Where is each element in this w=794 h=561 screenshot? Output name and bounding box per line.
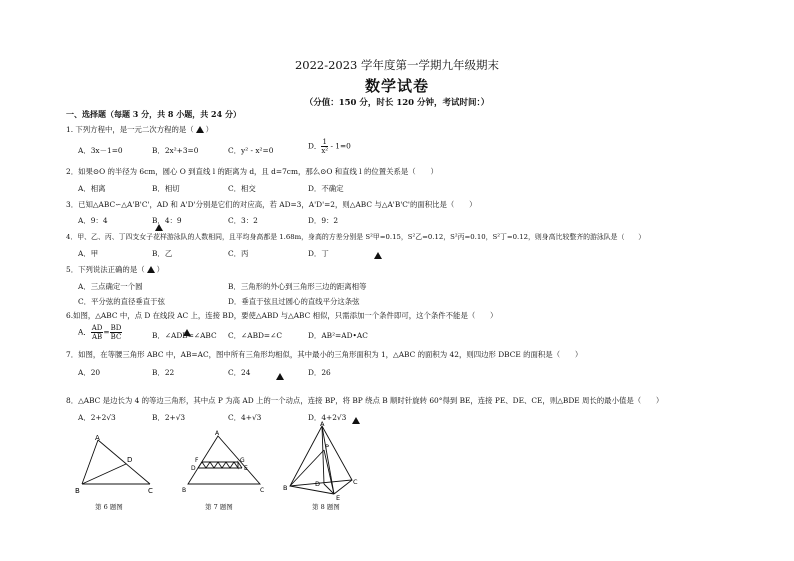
fig6-label-a: A xyxy=(95,434,100,442)
fig7-label-g: G xyxy=(240,457,245,464)
triangle-mark-icon xyxy=(147,266,155,273)
figure-6-diagram xyxy=(70,432,162,498)
question-5 xyxy=(66,265,164,275)
q1-option-a: A．3x－1=0 xyxy=(78,146,123,155)
fig6-edge-ac xyxy=(98,440,150,484)
q5-option-c: C．平分弦的直径垂直于弦 xyxy=(78,297,165,306)
q6-option-a: A． $\frac{AD}{AB}$ = $\frac{BD}{BC}$ xyxy=(78,324,122,341)
q5-option-a: A．三点确定一个圆 xyxy=(78,282,143,291)
fig7-label-a: A xyxy=(215,430,220,437)
q3-option-a: A．9：4 xyxy=(78,216,108,225)
fig8-edge-ce xyxy=(334,480,352,494)
fig7-outer-triangle xyxy=(188,436,260,484)
question-6-stem: 6.如图，△ABC 中，点 D 在线段 AC 上，连接 BD，要使△ABD 与△ABC 相似，只需添加一个条件即可，这个条件不能是（ ） xyxy=(66,311,498,320)
question-3-stem: 3．已知△ABC∽△A'B'C'，AD 和 A'D'分别是它们的对应高，若 AD=3，A'D'=2，则△ABC 与△A'B'C'的面积比是（ ） xyxy=(66,200,477,209)
question-1 xyxy=(66,125,213,135)
fig8-label-d: D xyxy=(315,480,321,488)
q8-option-c: C．4+√3 xyxy=(228,413,262,422)
question-8-stem: 8．△ABC 是边长为 4 的等边三角形，其中点 P 为高 AD 上的一个动点，连接 BP，将 BP 绕点 B 顺时针旋转 60°得到 BE，连接 PE、DE、CE，则△BDE 周长的最小值是（ ） xyxy=(66,396,664,405)
triangle-mark-icon xyxy=(374,252,382,259)
q3-option-d: D．9：2 xyxy=(308,216,339,225)
question-1-stem-end: ） xyxy=(205,125,214,134)
q8-option-a: A．2+2√3 xyxy=(78,413,116,422)
q4-option-d: D．丁 xyxy=(308,249,329,258)
fig6-label-b: B xyxy=(75,487,80,495)
question-5-stem: 5．下列说法正确的是（ xyxy=(66,265,145,274)
q5-option-b: B．三角形的外心到三角形三边的距离相等 xyxy=(228,282,367,291)
q1-option-b: B．2x²+3=0 xyxy=(152,146,199,155)
exam-info: （分值：150 分，时长 120 分钟，考试时间：） xyxy=(304,98,490,108)
figure-8-caption: 第 8 题图 xyxy=(312,503,340,511)
q6-option-d: D．AB²=AD•AC xyxy=(308,331,368,340)
q2-option-d: D．不确定 xyxy=(308,184,344,193)
triangle-mark-icon xyxy=(276,373,284,380)
q7-option-b: B．22 xyxy=(152,368,175,377)
exam-title: 数学试卷 xyxy=(364,77,429,95)
q3-option-b: B．4：9 xyxy=(152,216,182,225)
q7-option-c: C．24 xyxy=(228,368,251,377)
triangle-mark-icon xyxy=(183,329,191,336)
q7-option-d: D．26 xyxy=(308,368,331,377)
q8-option-b: B．2+√3 xyxy=(152,413,186,422)
q7-option-a: A．20 xyxy=(78,368,101,377)
fig8-label-p: P xyxy=(325,443,329,451)
question-5-stem-end: ） xyxy=(156,265,165,274)
triangle-mark-icon xyxy=(196,126,204,133)
fig7-label-c: C xyxy=(260,487,265,494)
figure-8-diagram xyxy=(282,420,362,502)
exam-header-line: 2022-2023 学年度第一学期九年级期末 xyxy=(294,58,500,72)
q8-option-d: D．4+2√3 xyxy=(308,413,347,422)
fig8-label-c: C xyxy=(353,478,358,486)
q1-option-c: C．y² - x²=0 xyxy=(228,146,274,155)
fig7-label-b: B xyxy=(182,487,187,494)
q3-option-c: C．3：2 xyxy=(228,216,258,225)
fig6-label-c: C xyxy=(148,487,153,495)
fig8-label-a: A xyxy=(320,420,325,428)
fig6-label-d: D xyxy=(127,456,133,464)
question-7-stem: 7．如图，在等腰三角形 ABC 中，AB=AC，图中所有三角形均相似，其中最小的三角形面积为 1，△ABC 的面积为 42，则四边形 DBCE 的面积是（ ） xyxy=(66,350,583,359)
fig7-label-d: D xyxy=(191,465,196,472)
fig8-triangle-abc xyxy=(290,426,352,486)
q2-option-c: C．相交 xyxy=(228,184,256,193)
section-heading: 一、选择题（每题 3 分，共 8 小题，共 24 分） xyxy=(66,109,241,119)
q2-option-b: B．相切 xyxy=(152,184,180,193)
question-1-stem: 1. 下列方程中，是一元二次方程的是（ xyxy=(66,125,194,134)
figure-6-caption: 第 6 题图 xyxy=(95,503,123,511)
q1-option-d: D． $\frac{1}{\text{x²}}$ - 1=0 xyxy=(308,138,351,155)
fig8-label-e: E xyxy=(336,494,341,502)
q6-option-b: B．∠ADB=∠ABC xyxy=(152,331,217,340)
fig8-label-b: B xyxy=(283,484,288,492)
fig7-label-e: E xyxy=(244,465,248,472)
q5-option-d: D．垂直于弦且过圆心的直线平分这条弦 xyxy=(228,297,360,306)
q4-option-c: C．丙 xyxy=(228,249,249,258)
fig7-zigzag xyxy=(198,462,242,468)
figure-7-caption: 第 7 题图 xyxy=(205,503,233,511)
question-2-stem: 2．如果⊙O 的半径为 6cm，圆心 O 到直线 l 的距离为 d，且 d=7cm，那么⊙O 和直线 l 的位置关系是（ ） xyxy=(66,167,438,176)
q2-option-a: A．相离 xyxy=(78,184,106,193)
triangle-mark-icon xyxy=(155,224,163,231)
q4-option-a: A．甲 xyxy=(78,249,99,258)
figure-7-diagram xyxy=(182,428,268,496)
fig7-label-f: F xyxy=(195,457,199,464)
question-4-stem: 4．甲、乙、丙、丁四支女子花样游泳队的人数相同，且平均身高都是 1.68m，身高的方差分别是 S²甲=0.15，S²乙=0.12，S²丙=0.10，S²丁=0.12，则身高比较整齐的游泳队是（ ） xyxy=(66,233,646,241)
q4-option-b: B．乙 xyxy=(152,249,173,258)
q6-option-c: C．∠ABD=∠C xyxy=(228,331,282,340)
